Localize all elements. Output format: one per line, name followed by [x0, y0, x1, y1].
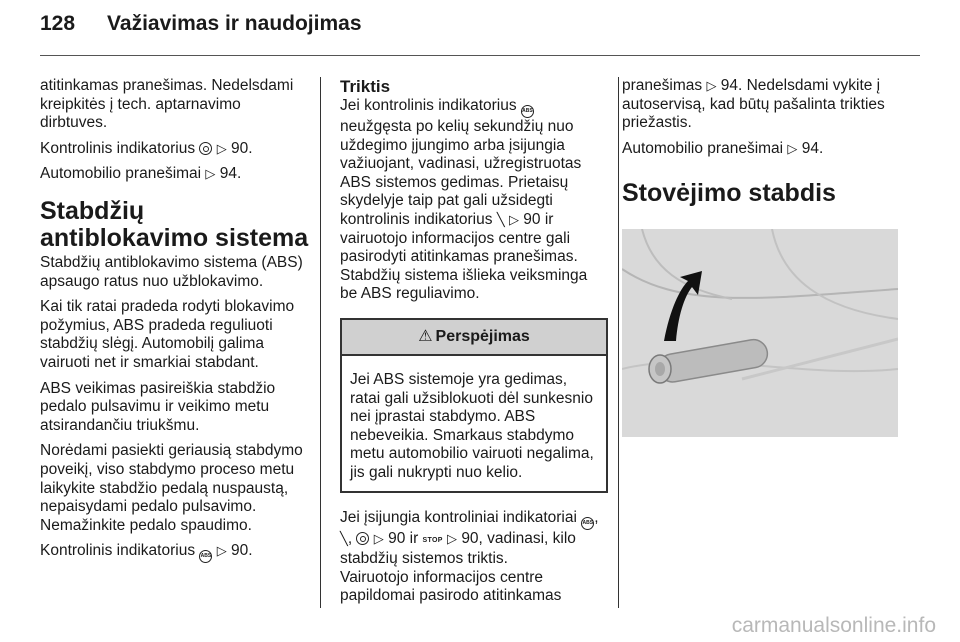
warning-body: Jei ABS sistemoje yra gedimas, ratai gali užsiblokuoti dėl sunkesnio nei įprastai stabdymo. ABS nebeveikia. Smarkaus stabdymo metu automobilio vairuoti negalima, jis gali nukrypti nuo kelio.	[350, 370, 594, 481]
reference-arrow-icon: ▷	[216, 543, 227, 559]
watermark: carmanualsonline.info	[731, 614, 936, 637]
paragraph: Kai tik ratai pradeda rodyti blokavimo požymius, ABS pradeda reguliuoti stabdžių slėgį. Automobilį galima vairuoti net ir smarkiai stabdant.	[40, 298, 295, 371]
reference-arrow-icon: ▷	[787, 140, 798, 156]
warning-header	[342, 320, 606, 356]
abs-icon: ABS	[521, 105, 534, 118]
reference-arrow-icon: ▷	[205, 166, 216, 182]
paragraph: Kontrolinis indikatorius ABS ▷ 90.	[40, 542, 310, 563]
column-1	[40, 77, 310, 570]
warning-icon: ⚠	[418, 327, 433, 345]
column-2	[340, 77, 608, 613]
wrench-icon: ╲	[340, 530, 348, 546]
reference-arrow-icon: ▷	[447, 530, 457, 546]
paragraph: Jei kontrolinis indikatorius ABS neužgęsta po kelių sekundžių nuo uždegimo įjungimo arba įsijungia važiuojant, vadinasi, užregistruotas ABS sistemos gedimas. Prietaisų skydelyje taip pat gali užsidegti kontrolinis indikatorius ╲ ▷ 90 ir vairuotojo informacijos centre gali pasirodyti atitinkamas pranešimas. Stabdžių sistema išlieka veiksminga be ABS reguliavimo.	[340, 97, 588, 303]
paragraph: pranešimas ▷ 94. Nedelsdami vykite į autoservisą, kad būtų pašalinta trikties priežastis.	[622, 77, 885, 132]
reference-arrow-icon: ▷	[373, 530, 384, 546]
page-number: 128	[40, 12, 76, 35]
reference-arrow-icon: ▷	[706, 78, 717, 93]
paragraph: atitinkamas pranešimas. Nedelsdami kreipkitės į tech. aptarnavimo dirbtuves.	[40, 77, 294, 132]
brake-warning-icon	[356, 532, 369, 545]
paragraph: Automobilio pranešimai ▷ 94.	[622, 139, 824, 157]
column-divider	[320, 77, 321, 608]
paragraph: Stabdžių antiblokavimo sistema (ABS) apsaugo ratus nuo užblokavimo.	[40, 253, 303, 290]
abs-icon: ABS	[199, 550, 212, 563]
abs-icon: ABS	[581, 517, 594, 530]
paragraph: Jei įsijungia kontroliniai indikatoriai ABS, ╲, ▷ 90 ir STOP ▷ 90, vadinasi, kilo stabdžių sistemos triktis. Vairuotojo informacijos centre papildomai pasirodo atitinkamas	[340, 508, 599, 605]
section-heading: Stabdžių antiblokavimo sistema	[40, 196, 309, 252]
column-divider	[618, 77, 619, 608]
brake-warning-icon	[199, 142, 212, 155]
paragraph: Automobilio pranešimai ▷ 94.	[40, 165, 242, 183]
page-header	[40, 12, 362, 52]
paragraph: Kontrolinis indikatorius ▷ 90.	[40, 139, 253, 157]
column-3	[622, 77, 902, 443]
wrench-icon: ╲	[496, 211, 505, 227]
chapter-title: Važiavimas ir naudojimas	[107, 12, 362, 35]
reference-arrow-icon: ▷	[216, 140, 227, 156]
warning-title: Perspėjimas	[435, 327, 530, 345]
paragraph: Norėdami pasiekti geriausią stabdymo poveikį, viso stabdymo proceso metu laikykite stabdžio pedalą nuspaustą, nepaisydami pedalo pulsavimo. Nemažinkite pedalo spaudimo.	[40, 442, 303, 534]
stop-icon: STOP	[422, 536, 443, 544]
warning-box	[340, 318, 608, 493]
paragraph: ABS veikimas pasireiškia stabdžio pedalo pulsavimu ir veikimo metu atsirandančiu triukšmu.	[40, 379, 276, 434]
section-heading: Stovėjimo stabdis	[622, 179, 836, 208]
parking-brake-illustration	[622, 229, 898, 437]
reference-arrow-icon: ▷	[508, 211, 519, 227]
header-rule	[40, 55, 920, 56]
subheading: Triktis	[340, 77, 391, 96]
